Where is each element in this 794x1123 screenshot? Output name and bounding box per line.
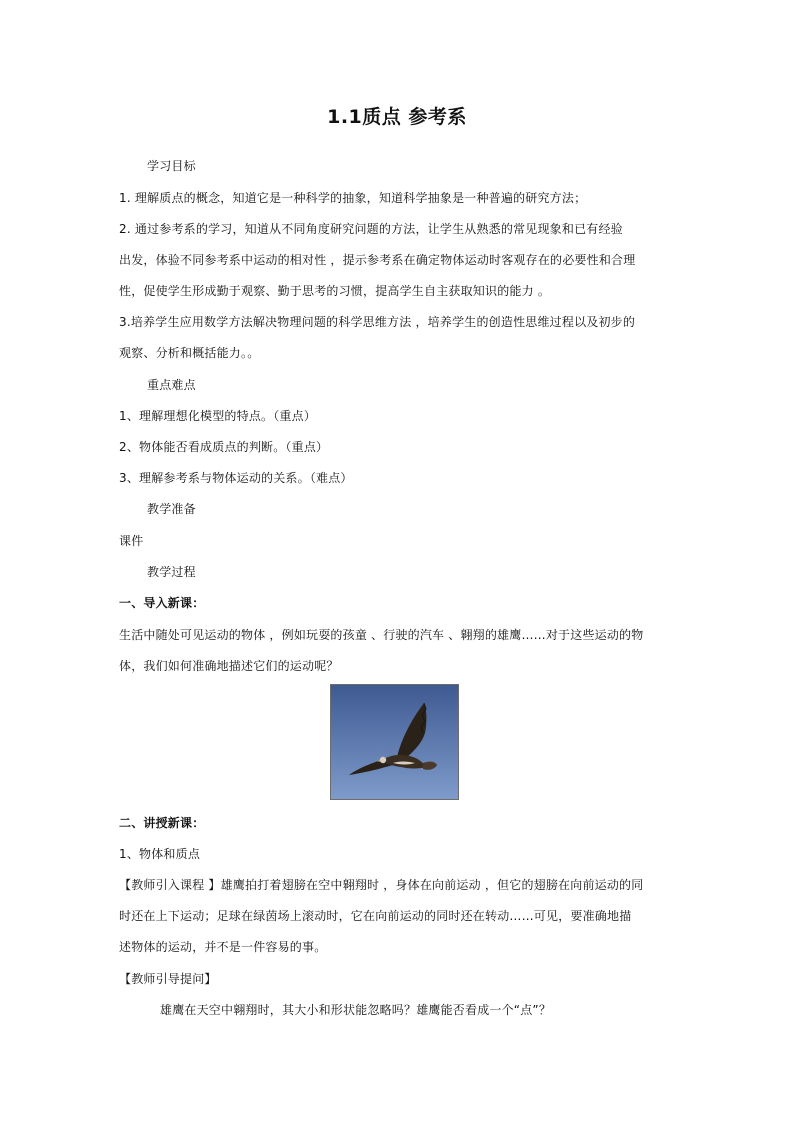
process-heading: 教学过程 <box>147 565 196 579</box>
objectives-heading: 学习目标 <box>147 159 196 173</box>
eagle-head <box>380 757 386 763</box>
objective-line: 1. 理解质点的概念，知道它是一种科学的抽象，知道科学抽象是一种普遍的研究方法； <box>119 191 587 205</box>
preparation-heading: 教学准备 <box>147 502 196 516</box>
key-point-item: 2、物体能否看成质点的判断。（重点） <box>119 440 329 454</box>
key-point-item: 1、理解理想化模型的特点。（重点） <box>119 409 317 423</box>
key-points-heading: 重点难点 <box>147 378 196 392</box>
intro-heading: 一、导入新课： <box>119 596 205 610</box>
eagle-photo <box>330 684 459 800</box>
teacher-intro-line: 述物体的运动，并不是一件容易的事。 <box>119 940 327 954</box>
teacher-intro-line: 时还在上下运动；足球在绿茵场上滚动时，它在向前运动的同时还在转动……可见，要准确地描 <box>119 909 632 923</box>
eagle-illustration <box>331 685 459 800</box>
sky-background <box>331 685 459 800</box>
objective-line: 性，促使学生形成勤于观察、勤于思考的习惯，提高学生自主获取知识的能力 。 <box>119 284 551 298</box>
teacher-intro-line: 【教师引入课程 】雄鹰拍打着翅膀在空中翱翔时 ，身体在向前运动 ，但它的翅膀在向前运动的同 <box>119 878 644 892</box>
objective-line: 出发，体验不同参考系中运动的相对性 ，提示参考系在确定物体运动时客观存在的必要性和合理 <box>119 253 636 267</box>
objective-line: 2. 通过参考系的学习，知道从不同角度研究问题的方法，让学生从熟悉的常见现象和已有经验 <box>119 222 623 236</box>
objective-line: 3.培养学生应用数学方法解决物理问题的科学思维方法 ，培养学生的创造性思维过程以及初步的 <box>119 315 636 329</box>
preparation-text: 课件 <box>119 534 144 548</box>
subsection-heading: 1、物体和质点 <box>119 847 201 861</box>
teacher-question: 雄鹰在天空中翱翔时，其大小和形状能忽略吗？雄鹰能否看成一个“点”？ <box>160 1003 552 1017</box>
teacher-question-heading: 【教师引导提问】 <box>119 972 217 986</box>
objective-line: 观察、分析和概括能力。。 <box>119 346 260 360</box>
page-title: 1.1质点 参考系 <box>327 106 467 128</box>
key-point-item: 3、理解参考系与物体运动的关系。（难点） <box>119 471 353 485</box>
new-lesson-heading: 二、讲授新课： <box>119 816 205 830</box>
intro-line: 体，我们如何准确地描述它们的运动呢？ <box>119 659 339 673</box>
intro-line: 生活中随处可见运动的物体 ，例如玩耍的孩童 、行驶的汽车 、翱翔的雄鹰……对于这些运动的物 <box>119 628 644 642</box>
